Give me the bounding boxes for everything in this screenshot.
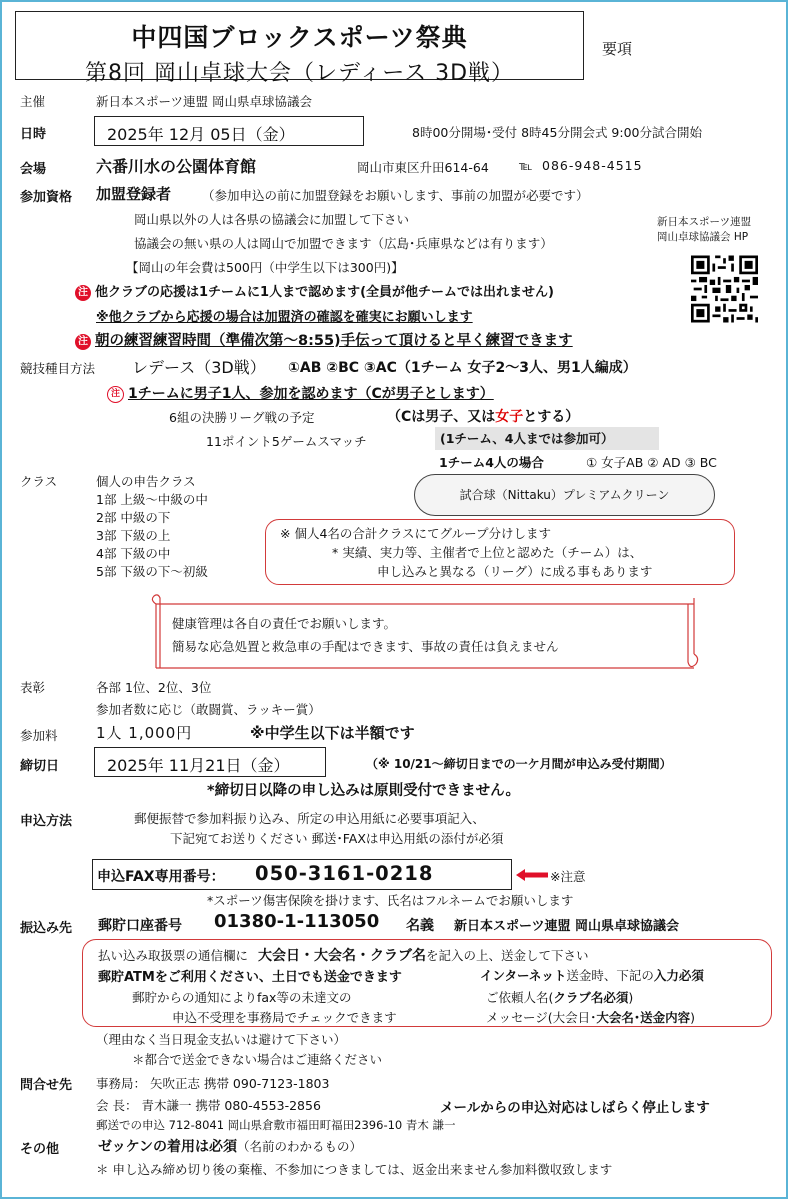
event-match: 11ポイント5ゲームスマッチ [206, 434, 367, 449]
notice-1-text: 他クラブの応援は1チームに1人まで認めます(全員が他チームでは出れません) [94, 285, 554, 300]
contact-post: 郵送での申込 712-8041 岡山県倉敷市福田町福田2396-10 青木 謙一 [96, 1118, 456, 1132]
organizer-label: 主催 [20, 94, 46, 109]
transfer-client-name [486, 988, 633, 1006]
hp-line1: 新日本スポーツ連盟 [657, 216, 752, 228]
deadline-box [94, 747, 326, 777]
eligibility-line1: 岡山県以外の人は各県の協議会に加盟して下さい [134, 212, 410, 227]
account-name-label: 名義 [406, 918, 434, 934]
transfer-client-name-pre: ご依頼人名( [486, 990, 554, 1005]
date-box [94, 116, 364, 146]
awards-line2: 参加者数に応じ（敢闘賞、ラッキー賞） [96, 702, 321, 717]
notice-3-text: 朝の練習練習時間（準備次第～8:55)手伝って頂けると早く練習できます [94, 333, 573, 349]
class-item-5: 5部 下級の下～初級 [96, 564, 208, 579]
eligibility-label: 参加資格 [20, 190, 73, 205]
transfer-message [486, 1008, 695, 1026]
grouping-line2: * 実績、実力等、主催者で上位と認めた（チーム）は、 [332, 545, 643, 560]
transfer-internet-pre: インターネット [480, 968, 567, 983]
deadline-value: 2025年 11月21日（金） [107, 756, 290, 775]
transfer-line3: 郵貯からの通知によりfax等の未達文の [132, 990, 352, 1005]
contact-mail-note: メールからの申込対応はしばらく停止します [440, 1100, 710, 1116]
fee-note: ※中学生以下は半額です [250, 724, 415, 742]
other-refund: ＊ 申し込み締め切り後の棄権、不参加につきましては、返金出来ません参加料徴収致します [96, 1162, 613, 1177]
transfer-internet [480, 966, 704, 984]
grouping-line3: 申し込みと異なる（リーグ）に成る事もあります [377, 564, 653, 579]
arrow-left-icon [516, 868, 548, 882]
event-c-rule [387, 406, 579, 426]
venue-tel: 086-948-4515 [542, 158, 643, 173]
venue-address: 岡山市東区升田614-64 [357, 160, 489, 175]
notice-2: ※他クラブから応援の場合は加盟済の確認を確実にお願いします [96, 310, 473, 325]
fax-number[interactable]: 050-3161-0218 [255, 862, 434, 885]
eligibility-main: 加盟登録者 [96, 185, 172, 203]
health-scroll-frame [148, 592, 702, 674]
notice-3 [75, 329, 573, 350]
transfer-line1 [98, 945, 589, 965]
transfer-message-post: ) [690, 1010, 696, 1025]
awards-label: 表彰 [20, 680, 46, 695]
fee-value: 1人 1,000円 [96, 724, 193, 742]
health-line1: 健康管理は各自の責任でお願いします。 [172, 616, 397, 631]
application-label: 申込方法 [20, 814, 73, 829]
notice-1 [75, 281, 554, 301]
venue-name: 六番川水の公園体育館 [96, 157, 257, 176]
transfer-line1-pre: 払い込み取扱票の通信欄に [98, 948, 249, 963]
date-schedule: 8時00分開場･受付 8時45分開会式 9:00分試合開始 [412, 125, 702, 140]
title-box [15, 11, 584, 86]
event-male-note [107, 383, 494, 403]
event-name: レデース（3D戦） [132, 358, 266, 377]
caution-mark-icon: 注 [75, 334, 91, 350]
deadline-period-bold: 受付期間 [611, 757, 660, 771]
event-league: 6組の決勝リーグ戦の予定 [169, 410, 315, 425]
youkou-label: 要項 [602, 40, 633, 58]
transfer-internet-mid: 送金時、下記の [566, 968, 654, 983]
deadline-period-pre: （※ 10/21～締切日までの一ケ月間が申込み [366, 757, 612, 771]
event-label: 競技種目方法 [20, 361, 96, 376]
caution-mark-icon: 注 [75, 285, 91, 301]
contact-label: 問合せ先 [20, 1078, 73, 1093]
account-label: 郵貯口座番号 [98, 918, 182, 934]
venue-label: 会場 [20, 162, 47, 177]
event-subtitle: 第8回 岡山卓球大会（レディース 3D戦） [84, 61, 515, 86]
transfer-line1-post: を記入の上、送金して下さい [426, 948, 589, 963]
fax-label: 申込FAX専用番号： [97, 869, 225, 885]
class-label: クラス [20, 474, 58, 489]
contact-chair: 会 長： 青木謙一 携帯 080-4553-2856 [96, 1098, 321, 1113]
deadline-late: *締切日以降の申し込みは原則受付できません。 [207, 783, 520, 799]
insurance-note: *スポーツ傷害保険を掛けます、氏名はフルネームでお願いします [207, 893, 574, 908]
event-c-rule-pre: （Cは男子、又は [387, 409, 496, 425]
deadline-label: 締切日 [20, 759, 60, 774]
fax-box [92, 859, 512, 890]
venue-tel-label: ℡ [519, 158, 533, 173]
class-item-1: 1部 上級～中級の中 [96, 492, 208, 507]
match-ball-badge: 試合球（Nittaku）プレミアムクリーン [414, 474, 715, 516]
eligibility-note: （参加申込の前に加盟登録をお願いします、事前の加盟が必要です） [202, 188, 589, 203]
transfer-message-pre: メッセージ(大会日･ [486, 1010, 597, 1025]
contact-secretariat: 事務局： 矢吹正志 携帯 090-7123-1803 [96, 1076, 330, 1091]
health-line2: 簡易な応急処置と救急車の手配はできます、事故の責任は負えません [172, 639, 559, 654]
date-value: 2025年 12月 05日（金） [107, 125, 295, 144]
transfer-line4: 申込不受理を事務局でチェックできます [172, 1010, 397, 1025]
event-team-limit: (1チーム、4人までは参加可） [435, 427, 659, 450]
transfer-label: 振込み先 [20, 921, 73, 936]
organizer-value: 新日本スポーツ連盟 岡山県卓球協議会 [96, 94, 312, 109]
eligibility-line2: 協議会の無い県の人は岡山で加盟できます（広島･兵庫県などは有ります） [134, 236, 553, 251]
class-item-4: 4部 下級の中 [96, 546, 171, 561]
other-zekken-post: （名前のわかるもの） [237, 1139, 363, 1154]
transfer-internet-bold: 入力必須 [653, 968, 704, 983]
hp-line2: 岡山卓球協議会 HP [657, 231, 749, 243]
caution-mark-icon: 注 [107, 386, 124, 403]
event-c-rule-post: とする） [523, 409, 580, 425]
event-four-order: ① 女子AB ② AD ③ BC [586, 455, 717, 470]
awards-line1: 各部 1位、2位、3位 [96, 680, 212, 695]
transfer-after2: ＊都合で送金できない場合はご連絡ください [132, 1052, 383, 1067]
event-four-label: 1チーム4人の場合 [439, 455, 544, 470]
other-label: その他 [20, 1142, 60, 1157]
deadline-period [366, 755, 672, 772]
qr-code-icon[interactable] [691, 253, 758, 325]
event-c-rule-red: 女子 [495, 409, 524, 425]
eligibility-line3: 【岡山の年会費は500円（中学生以下は300円)】 [126, 260, 404, 275]
event-format: ①AB ②BC ③AC（1チーム 女子2～3人、男1人編成） [288, 360, 637, 376]
grouping-line1: ※ 個人4名の合計クラスにてグループ分けします [280, 526, 552, 541]
class-header: 個人の申告クラス [96, 474, 196, 489]
application-line2: 下記宛てお送りください 郵送･FAXは申込用紙の添付が必須 [170, 831, 504, 846]
event-title: 中四国ブロックスポーツ祭典 [131, 23, 468, 52]
transfer-client-name-post: ) [628, 990, 634, 1005]
event-male-note-text: 1チームに男子1人、参加を認めます（Cが男子とします） [127, 386, 494, 402]
other-zekken-bold: ゼッケンの着用は必須 [98, 1139, 238, 1155]
class-item-3: 3部 下級の上 [96, 528, 171, 543]
transfer-message-bold: 大会名･送金内容 [596, 1010, 691, 1025]
fee-label: 参加料 [20, 728, 58, 743]
account-name: 新日本スポーツ連盟 岡山県卓球協議会 [454, 919, 680, 934]
date-label: 日時 [20, 127, 47, 142]
transfer-after1: （理由なく当日現金支払いは避けて下さい） [96, 1032, 347, 1047]
fax-attention: ※注意 [550, 869, 586, 884]
transfer-client-name-bold: クラブ名必須 [553, 990, 629, 1005]
transfer-atm: 郵貯ATMをご利用ください、土日でも送金できます [98, 970, 402, 985]
deadline-period-post: ） [659, 757, 672, 771]
other-zekken [98, 1136, 362, 1156]
class-item-2: 2部 中級の下 [96, 510, 171, 525]
account-number[interactable]: 01380-1-113050 [214, 911, 380, 932]
transfer-line1-bold: 大会日・大会名・クラブ名 [258, 948, 426, 964]
application-line1: 郵便振替で参加料振り込み、所定の申込用紙に必要事項記入、 [134, 811, 485, 826]
